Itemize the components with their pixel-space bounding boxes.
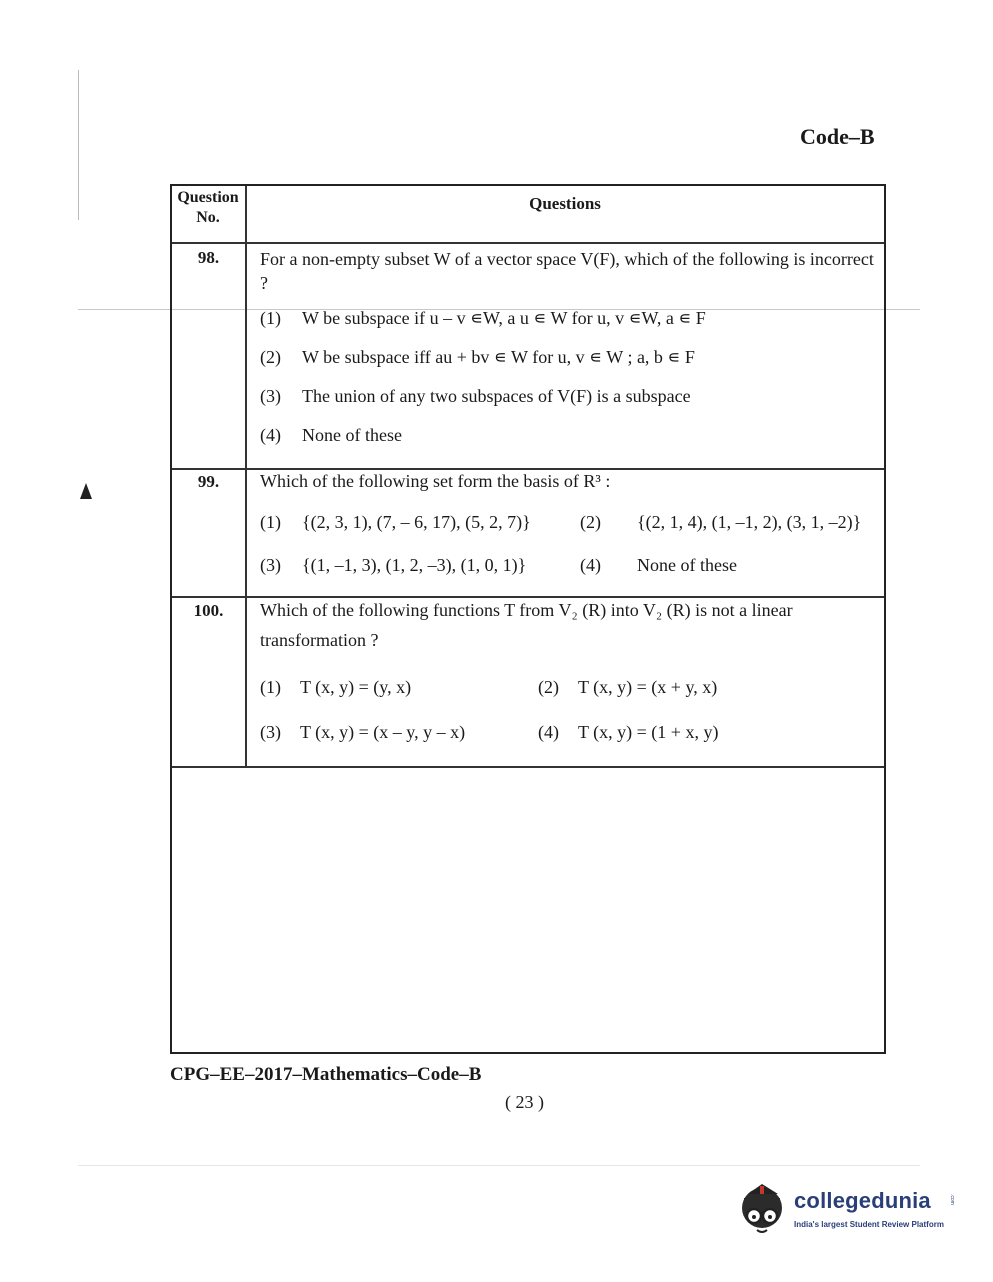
question-number: 98. <box>197 248 220 267</box>
option-text: {(2, 1, 4), (1, –1, 2), (3, 1, –2)} <box>637 512 862 532</box>
collegedunia-logo[interactable] <box>738 1180 960 1240</box>
logo-suffix: .com <box>949 1194 955 1205</box>
option-number: (4) <box>260 425 281 445</box>
option-text: W be subspace if u – v ∊W, a u ∊ W for u, v ∊W, a ∊ F <box>302 308 706 328</box>
option-text: T (x, y) = (1 + x, y) <box>578 722 719 742</box>
question-table <box>170 184 886 1054</box>
question-text: Which of the following set form the basis of R³ : <box>260 471 611 491</box>
option-text: T (x, y) = (y, x) <box>300 677 412 697</box>
option-number: (3) <box>260 386 281 406</box>
mascot-icon <box>738 1180 792 1240</box>
scan-mark <box>80 483 92 499</box>
scan-artifact <box>78 1165 920 1166</box>
option-number: (4) <box>538 722 559 742</box>
paper-code-header: Code–B <box>800 124 875 149</box>
row-divider <box>172 242 884 244</box>
option-text: {(1, –1, 3), (1, 2, –3), (1, 0, 1)} <box>302 555 527 575</box>
option-number: (2) <box>580 512 601 532</box>
question-text: For a non-empty subset W of a vector space V(F), which of the following is incorrect ? <box>260 249 874 293</box>
question-text-line-2: transformation ? <box>260 630 379 650</box>
column-header-question-no: Question No. <box>177 189 239 226</box>
row-divider <box>172 468 884 470</box>
option-text: T (x, y) = (x + y, x) <box>578 677 718 697</box>
option-text: T (x, y) = (x – y, y – x) <box>300 722 466 742</box>
page-number: ( 23 ) <box>505 1092 544 1112</box>
scan-artifact <box>78 70 79 220</box>
option-number: (2) <box>538 677 559 697</box>
option-number: (3) <box>260 722 281 742</box>
option-text: {(2, 3, 1), (7, – 6, 17), (5, 2, 7)} <box>302 512 531 532</box>
option-number: (3) <box>260 555 281 575</box>
logo-tagline: India's largest Student Review Platform <box>794 1220 944 1229</box>
option-number: (1) <box>260 308 281 328</box>
paper-code-footer: CPG–EE–2017–Mathematics–Code–B <box>170 1064 482 1085</box>
option-number: (1) <box>260 677 281 697</box>
row-divider <box>172 766 884 768</box>
logo-wordmark: collegedunia <box>794 1188 931 1213</box>
option-text: W be subspace iff au + bv ∊ W for u, v ∊ W ; a, b ∊ F <box>302 347 695 367</box>
option-number: (2) <box>260 347 281 367</box>
option-text: The union of any two subspaces of V(F) is a subspace <box>302 386 691 406</box>
question-text-line-1: Which of the following functions T from V₂ (R) into V₂ (R) is not a linear <box>260 600 793 620</box>
option-number: (1) <box>260 512 281 532</box>
option-number: (4) <box>580 555 601 575</box>
question-number: 100. <box>193 601 224 620</box>
column-header-questions: Questions <box>529 194 601 213</box>
option-text: None of these <box>637 555 737 575</box>
question-number: 99. <box>197 472 220 491</box>
option-text: None of these <box>302 425 402 445</box>
row-divider <box>172 596 884 598</box>
column-divider <box>245 186 247 766</box>
